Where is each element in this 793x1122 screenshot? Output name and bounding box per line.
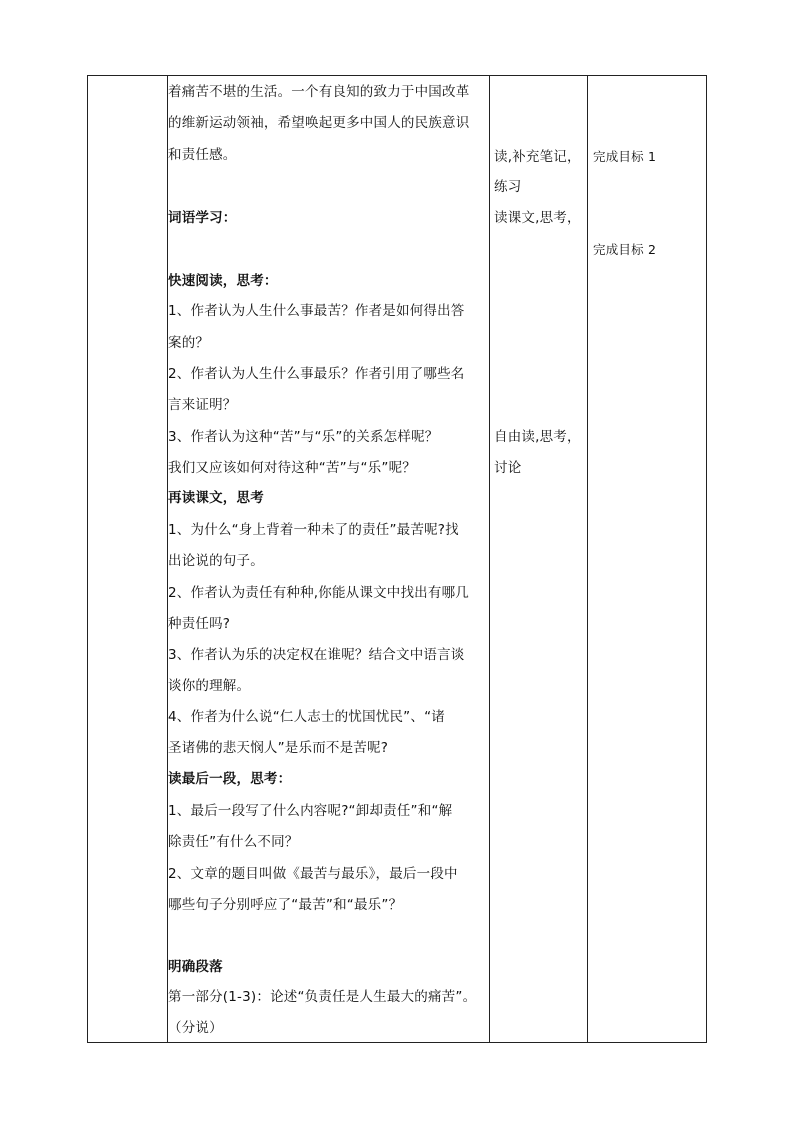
content-line: 2、文章的题目叫做《最苦与最乐》，最后一段中 xyxy=(168,866,458,882)
content-line: 谈你的理解。 xyxy=(168,678,251,694)
section-heading-last-paragraph: 读最后一段，思考： xyxy=(168,771,292,787)
section-heading-quick-read: 快速阅读，思考： xyxy=(168,273,278,289)
content-line: 着痛苦不堪的生活。一个有良知的致力于中国改革 xyxy=(168,84,470,100)
column-divider xyxy=(489,76,490,1042)
section-heading-paragraph-structure: 明确段落 xyxy=(168,959,223,975)
content-line: 和责任感。 xyxy=(168,147,237,163)
content-line: （分说） xyxy=(168,1020,223,1036)
content-line: 圣诸佛的悲天悯人”是乐而不是苦呢? xyxy=(168,740,389,756)
content-line: 1、为什么“身上背着一种未了的责任”最苦呢?找 xyxy=(168,522,459,538)
activity-line: 读课文,思考， xyxy=(494,210,581,226)
content-line: 案的？ xyxy=(168,335,210,351)
lesson-table xyxy=(87,75,707,1043)
goal-line: 完成目标 2 xyxy=(593,242,657,257)
content-line: 哪些句子分别呼应了“最苦”和“最乐”？ xyxy=(168,897,403,913)
content-line: 的维新运动领袖，希望唤起更多中国人的民族意识 xyxy=(168,115,470,131)
content-line: 出论说的句子。 xyxy=(168,553,264,569)
content-line: 1、最后一段写了什么内容呢?“卸却责任”和“解 xyxy=(168,803,453,819)
section-heading-reread: 再读课文，思考 xyxy=(168,490,264,506)
content-line: 1、作者认为人生什么事最苦？作者是如何得出答 xyxy=(168,303,465,319)
goal-line: 完成目标 1 xyxy=(593,149,657,164)
content-line: 言来证明？ xyxy=(168,397,237,413)
activity-line: 练习 xyxy=(494,179,522,195)
activity-line: 读,补充笔记， xyxy=(494,149,581,165)
content-line: 种责任吗? xyxy=(168,616,231,632)
content-line: 我们又应该如何对待这种“苦”与“乐”呢？ xyxy=(168,460,416,476)
section-heading-vocabulary: 词语学习： xyxy=(168,210,237,226)
content-line: 2、作者认为责任有种种,你能从课文中找出有哪几 xyxy=(168,585,469,601)
activity-line: 自由读,思考， xyxy=(494,429,581,445)
content-line: 3、作者认为乐的决定权在谁呢？结合文中语言谈 xyxy=(168,647,465,663)
column-divider xyxy=(587,76,588,1042)
content-line: 3、作者认为这种“苦”与“乐”的关系怎样呢？ xyxy=(168,429,439,445)
content-line: 第一部分(1-3)：论述“负责任是人生最大的痛苦”。 xyxy=(168,989,477,1005)
content-line: 4、作者为什么说“仁人志士的忧国忧民”、“诸 xyxy=(168,709,445,725)
content-line: 除责任”有什么不同？ xyxy=(168,834,299,850)
activity-line: 讨论 xyxy=(494,460,522,476)
content-line: 2、作者认为人生什么事最乐？作者引用了哪些名 xyxy=(168,366,465,382)
